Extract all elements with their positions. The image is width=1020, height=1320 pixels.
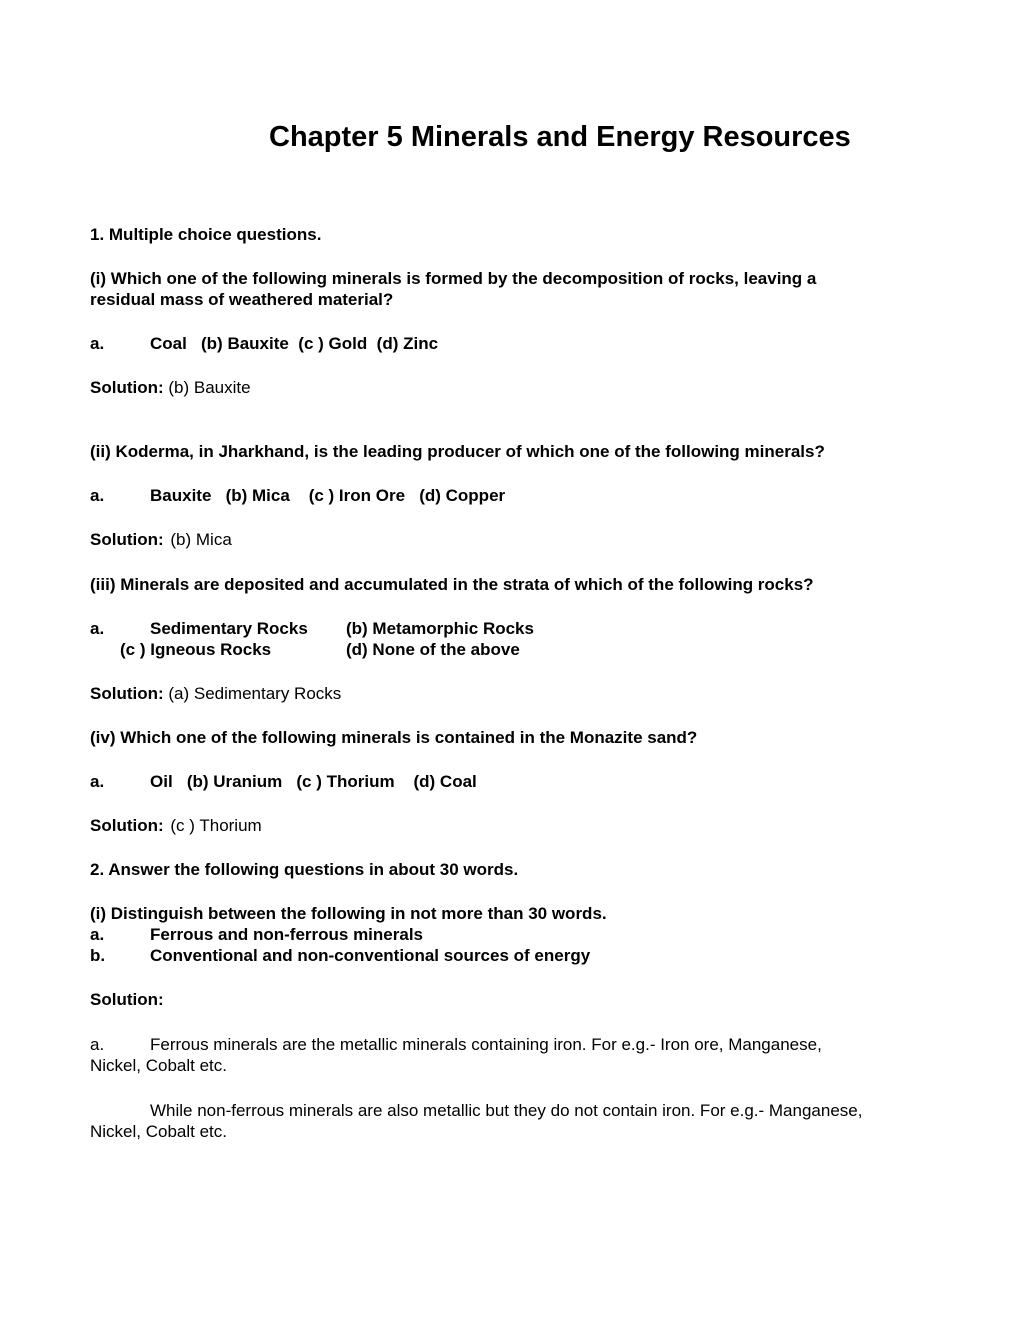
q4-option-marker: a.	[90, 772, 105, 791]
q3-option-d: (d) None of the above	[346, 640, 520, 659]
s2-item-a-marker: a.	[90, 925, 105, 944]
solution-value: (b) Mica	[170, 530, 232, 549]
solution-label: Solution:	[90, 816, 164, 835]
q3-option-c: (c ) Igneous Rocks	[120, 640, 272, 659]
page-title: Chapter 5 Minerals and Energy Resources	[269, 121, 851, 153]
q3-solution	[90, 683, 341, 704]
answer-a-marker: a.	[90, 1035, 105, 1054]
q2-options: Bauxite (b) Mica (c ) Iron Ore (d) Copper	[150, 486, 506, 505]
solution-value: (c ) Thorium	[170, 816, 262, 835]
s2-item-b-marker: b.	[90, 946, 106, 965]
answer-a-line1: Ferrous minerals are the metallic minerals containing iron. For e.g.- Iron ore, Manganese,	[150, 1035, 822, 1054]
q1-option-marker: a.	[90, 334, 105, 353]
solution-label: Solution:	[90, 530, 164, 549]
section2-heading: 2. Answer the following questions in about 30 words.	[90, 860, 519, 879]
q1-question-line2: residual mass of weathered material?	[90, 290, 394, 309]
answer-b-line2: Nickel, Cobalt etc.	[90, 1122, 227, 1141]
s2-item-b: Conventional and non-conventional sources of energy	[150, 946, 591, 965]
solution-label: Solution:	[90, 684, 164, 703]
solution-label: Solution:	[90, 378, 164, 397]
q4-question: (iv) Which one of the following minerals is contained in the Monazite sand?	[90, 728, 698, 747]
q1-options: Coal (b) Bauxite (c ) Gold (d) Zinc	[150, 334, 439, 353]
solution-value: (b) Bauxite	[168, 378, 251, 397]
q3-option-b: (b) Metamorphic Rocks	[346, 619, 534, 638]
section1-heading: 1. Multiple choice questions.	[90, 225, 322, 244]
answer-b-line1: While non-ferrous minerals are also metallic but they do not contain iron. For e.g.- Manganese,	[150, 1101, 863, 1120]
q3-option-marker: a.	[90, 619, 105, 638]
q1-question-line1: (i) Which one of the following minerals is formed by the decomposition of rocks, leaving a	[90, 269, 817, 288]
q1-solution	[90, 377, 251, 398]
s2-solution-label: Solution:	[90, 990, 164, 1009]
answer-a-line2: Nickel, Cobalt etc.	[90, 1056, 227, 1075]
q2-solution	[90, 529, 232, 550]
q4-options: Oil (b) Uranium (c ) Thorium (d) Coal	[150, 772, 477, 791]
q3-question: (iii) Minerals are deposited and accumulated in the strata of which of the following rocks?	[90, 575, 814, 594]
solution-value: (a) Sedimentary Rocks	[168, 684, 342, 703]
q3-option-a: Sedimentary Rocks	[150, 619, 308, 638]
q2-option-marker: a.	[90, 486, 105, 505]
q4-solution	[90, 815, 262, 836]
s2-item-a: Ferrous and non-ferrous minerals	[150, 925, 423, 944]
q2-question: (ii) Koderma, in Jharkhand, is the leading producer of which one of the following minerals?	[90, 442, 825, 461]
s2-q1-question: (i) Distinguish between the following in not more than 30 words.	[90, 904, 607, 923]
